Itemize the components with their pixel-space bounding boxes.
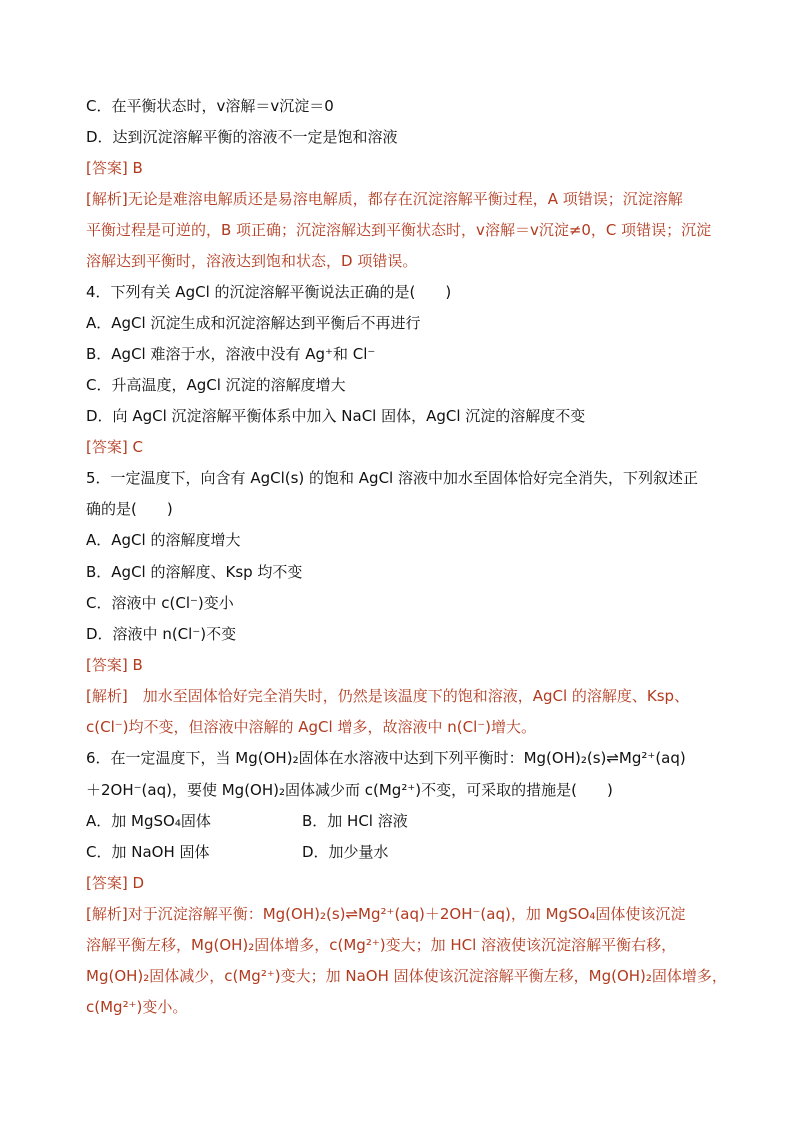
option-d-q5: D．溶液中 n(Cl⁻)不变: [86, 625, 237, 643]
question-6-stem-line1: 6．在一定温度下，当 Mg(OH)₂固体在水溶液中达到下列平衡时：Mg(OH)₂(s)⇌Mg²⁺(aq): [86, 749, 686, 767]
option-b-q5: B．AgCl 的溶解度、Ksp 均不变: [86, 563, 303, 581]
analysis-q3-line3: 溶解达到平衡时，溶液达到饱和状态，D 项错误。: [86, 252, 418, 270]
option-d-q6: D．加少量水: [302, 843, 389, 861]
option-c-q4: C．升高温度，AgCl 沉淀的溶解度增大: [86, 376, 346, 394]
option-a-q5: A．AgCl 的溶解度增大: [86, 531, 241, 549]
option-b-q6: B．加 HCl 溶液: [302, 812, 408, 830]
option-c-q3: C．在平衡状态时，v溶解＝v沉淀＝0: [86, 97, 334, 115]
option-d-q3: D．达到沉淀溶解平衡的溶液不一定是饱和溶液: [86, 128, 398, 146]
question-6-stem-line2: ＋2OH⁻(aq)，要使 Mg(OH)₂固体减少而 c(Mg²⁺)不变，可采取的措施是( ): [86, 781, 613, 799]
question-5-stem-line1: 5．一定温度下，向含有 AgCl(s) 的饱和 AgCl 溶液中加水至固体恰好完全消失，下列叙述正: [86, 469, 698, 487]
analysis-q6-line4: c(Mg²⁺)变小。: [86, 998, 188, 1016]
analysis-q3-line1: [解析]无论是难溶电解质还是易溶电解质，都存在沉淀溶解平衡过程，A 项错误；沉淀溶解: [86, 190, 683, 208]
analysis-q3-line2: 平衡过程是可逆的，B 项正确；沉淀溶解达到平衡状态时，v溶解＝v沉淀≠0，C 项错误；沉淀: [86, 221, 712, 239]
option-a-q6: A．加 MgSO₄固体: [86, 812, 211, 830]
answer-q3: [答案] B: [86, 159, 143, 177]
answer-q6: [答案] D: [86, 874, 145, 892]
answer-q5: [答案] B: [86, 656, 143, 674]
analysis-q6-line2: 溶解平衡左移，Mg(OH)₂固体增多，c(Mg²⁺)变大；加 HCl 溶液使该沉淀溶解平衡右移，: [86, 936, 677, 954]
analysis-q5-line1: [解析] 加水至固体恰好完全消失时，仍然是该温度下的饱和溶液，AgCl 的溶解度、Ksp、: [86, 687, 690, 705]
option-a-q4: A．AgCl 沉淀生成和沉淀溶解达到平衡后不再进行: [86, 314, 421, 332]
answer-q4: [答案] C: [86, 438, 143, 456]
analysis-q6-line3: Mg(OH)₂固体减少，c(Mg²⁺)变大；加 NaOH 固体使该沉淀溶解平衡左移，Mg(OH)₂固体增多，: [86, 967, 727, 985]
option-b-q4: B．AgCl 难溶于水，溶液中没有 Ag⁺和 Cl⁻: [86, 345, 376, 363]
analysis-q5-line2: c(Cl⁻)均不变，但溶液中溶解的 AgCl 增多，故溶液中 n(Cl⁻)增大。: [86, 718, 537, 736]
analysis-q6-line1: [解析]对于沉淀溶解平衡：Mg(OH)₂(s)⇌Mg²⁺(aq)＋2OH⁻(aq)，加 MgSO₄固体使该沉淀: [86, 905, 686, 923]
option-c-q5: C．溶液中 c(Cl⁻)变小: [86, 594, 234, 612]
question-5-stem-line2: 确的是( ): [86, 500, 173, 518]
option-d-q4: D．向 AgCl 沉淀溶解平衡体系中加入 NaCl 固体，AgCl 沉淀的溶解度不变: [86, 407, 586, 425]
option-c-q6: C．加 NaOH 固体: [86, 843, 210, 861]
question-4-stem: 4．下列有关 AgCl 的沉淀溶解平衡说法正确的是( ): [86, 283, 452, 301]
